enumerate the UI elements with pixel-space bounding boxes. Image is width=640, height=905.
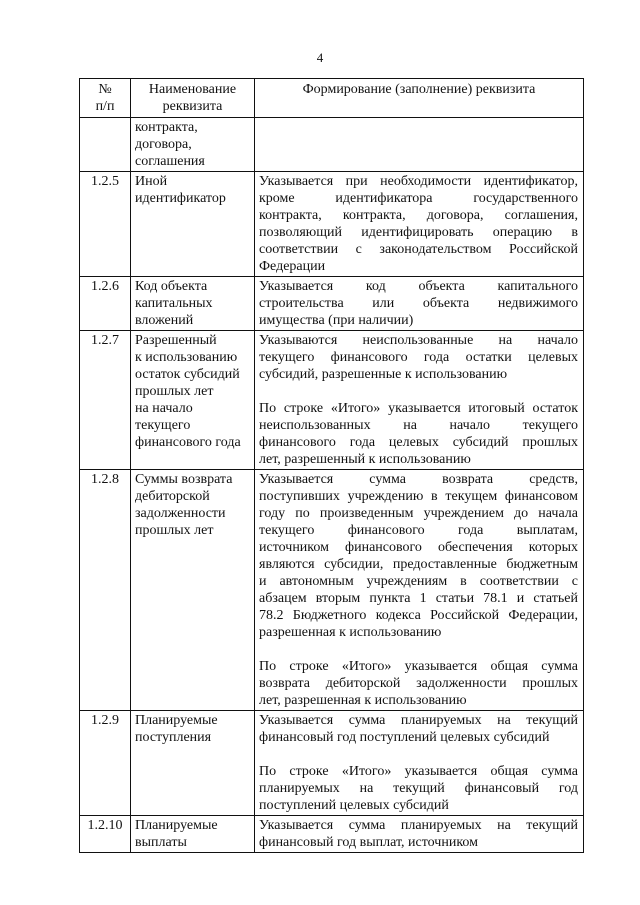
description-line: соответствии с законодательством Российской [259, 242, 578, 257]
description-line: имущества (при наличии) [259, 313, 414, 328]
row-number: 1.2.9 [80, 711, 131, 816]
description-line: и автономным учреждениям в соответствии с [259, 574, 578, 589]
requisite-name-line: остаток субсидий [135, 367, 240, 382]
description-line: строительства или объекта недвижимого [259, 296, 578, 311]
description-line: 78.2 Бюджетного кодекса Российской Федерации, [259, 608, 578, 623]
table-row [80, 118, 584, 172]
requisite-name-line: соглашения [135, 154, 205, 169]
description-line: источником финансового обеспечения которых [259, 540, 578, 555]
requisite-name-line: выплаты [135, 835, 187, 850]
requisites-table [79, 78, 584, 853]
requisite-name-line: к использованию [135, 350, 238, 365]
header-description: Формирование (заполнение) реквизита [255, 79, 584, 118]
description-line: планируемых на текущий финансовый год [259, 781, 578, 796]
requisite-name-line: вложений [135, 313, 194, 328]
row-number: 1.2.5 [80, 172, 131, 277]
requisite-name-line: контракта, [135, 120, 198, 135]
description-line: финансового года целевых субсидий прошлых [259, 435, 578, 450]
requisite-name [131, 816, 255, 853]
requisite-name-line: Код объекта [135, 279, 208, 294]
requisite-description [255, 277, 584, 331]
description-line: Указывается при необходимости идентификатор, [259, 174, 578, 189]
paragraph-gap [259, 746, 578, 763]
description-line: являются субсидии, предоставленные бюджетным [259, 557, 578, 572]
description-line: Указывается код объекта капитального [259, 279, 578, 294]
row-number: 1.2.10 [80, 816, 131, 853]
description-line: позволяющий идентифицировать операцию в [259, 225, 578, 240]
requisite-name-line: прошлых лет [135, 523, 214, 538]
description-line: финансовый год выплат, источником [259, 835, 478, 850]
table-row [80, 277, 584, 331]
description-line: субсидий, разрешенные к использованию [259, 367, 508, 382]
description-line: Указывается сумма возврата средств, [259, 472, 578, 487]
requisite-name-line: Суммы возврата [135, 472, 233, 487]
requisite-name-line: финансового года [135, 435, 241, 450]
description-line: По строке «Итого» указывается общая сумма [259, 659, 578, 674]
paragraph-gap [259, 383, 578, 400]
requisite-name [131, 470, 255, 711]
requisite-description [255, 331, 584, 470]
requisite-name-line: прошлых лет [135, 384, 214, 399]
description-line: неиспользованных на начало текущего [259, 418, 578, 433]
requisite-name-line: на начало [135, 401, 193, 416]
requisite-name [131, 277, 255, 331]
description-line: поступивших учреждению в текущем финансовом [259, 489, 578, 504]
table-row [80, 470, 584, 711]
row-number: 1.2.8 [80, 470, 131, 711]
requisite-name [131, 331, 255, 470]
requisite-name-line: задолженности [135, 506, 226, 521]
description-line: году по произведенным учреждением до начала [259, 506, 578, 521]
requisite-description [255, 118, 584, 172]
table-row [80, 331, 584, 470]
requisite-description [255, 711, 584, 816]
requisite-description [255, 470, 584, 711]
paragraph-gap [259, 641, 578, 658]
requisite-name-line: Планируемые [135, 713, 218, 728]
requisite-name [131, 118, 255, 172]
description-line: Указываются неиспользованные на начало [259, 333, 578, 348]
description-line: Указывается сумма планируемых на текущий [259, 818, 578, 833]
requisite-name [131, 711, 255, 816]
description-line: Федерации [259, 259, 326, 274]
table-row [80, 816, 584, 853]
description-line: абзацем вторым пункта 1 статьи 78.1 и статьей [259, 591, 578, 606]
description-line: разрешенная к использованию [259, 625, 442, 640]
requisite-description [255, 172, 584, 277]
description-line: лет, разрешенная к использованию [259, 693, 467, 708]
description-line: По строке «Итого» указывается общая сумма [259, 764, 578, 779]
table-body [80, 118, 584, 853]
page-number: 4 [316, 50, 324, 65]
requisite-name-line: поступления [135, 730, 212, 745]
requisite-description [255, 816, 584, 853]
description-line: текущего финансового года выплатам, [259, 523, 578, 538]
table-row [80, 711, 584, 816]
description-line: финансовый год поступлений целевых субсидий [259, 730, 550, 745]
row-number: 1.2.6 [80, 277, 131, 331]
requisite-name-line: текущего [135, 418, 191, 433]
requisite-name-line: Разрешенный [135, 333, 217, 348]
description-line: кроме идентификатора государственного [259, 191, 578, 206]
description-line: Указывается сумма планируемых на текущий [259, 713, 578, 728]
row-number [80, 118, 131, 172]
description-line: возврата дебиторской задолженности прошлых [259, 676, 578, 691]
table-row [80, 172, 584, 277]
requisite-name-line: договора, [135, 137, 192, 152]
header-number: № п/п [80, 79, 131, 118]
description-line: текущего финансового года остатки целевых [259, 350, 578, 365]
requisite-name-line: Иной [135, 174, 168, 189]
description-line: лет, разрешенный к использованию [259, 452, 471, 467]
requisite-name-line: идентификатор [135, 191, 226, 206]
table-header-row [80, 79, 584, 118]
description-line: контракта, контракта, договора, соглашения, [259, 208, 578, 223]
description-line: поступлений целевых субсидий [259, 798, 449, 813]
description-line: По строке «Итого» указывается итоговый остаток [259, 401, 578, 416]
requisite-name-line: Планируемые [135, 818, 218, 833]
requisite-name-line: капитальных [135, 296, 213, 311]
requisite-name-line: дебиторской [135, 489, 210, 504]
header-name: Наименование реквизита [131, 79, 255, 118]
row-number: 1.2.7 [80, 331, 131, 470]
requisite-name [131, 172, 255, 277]
